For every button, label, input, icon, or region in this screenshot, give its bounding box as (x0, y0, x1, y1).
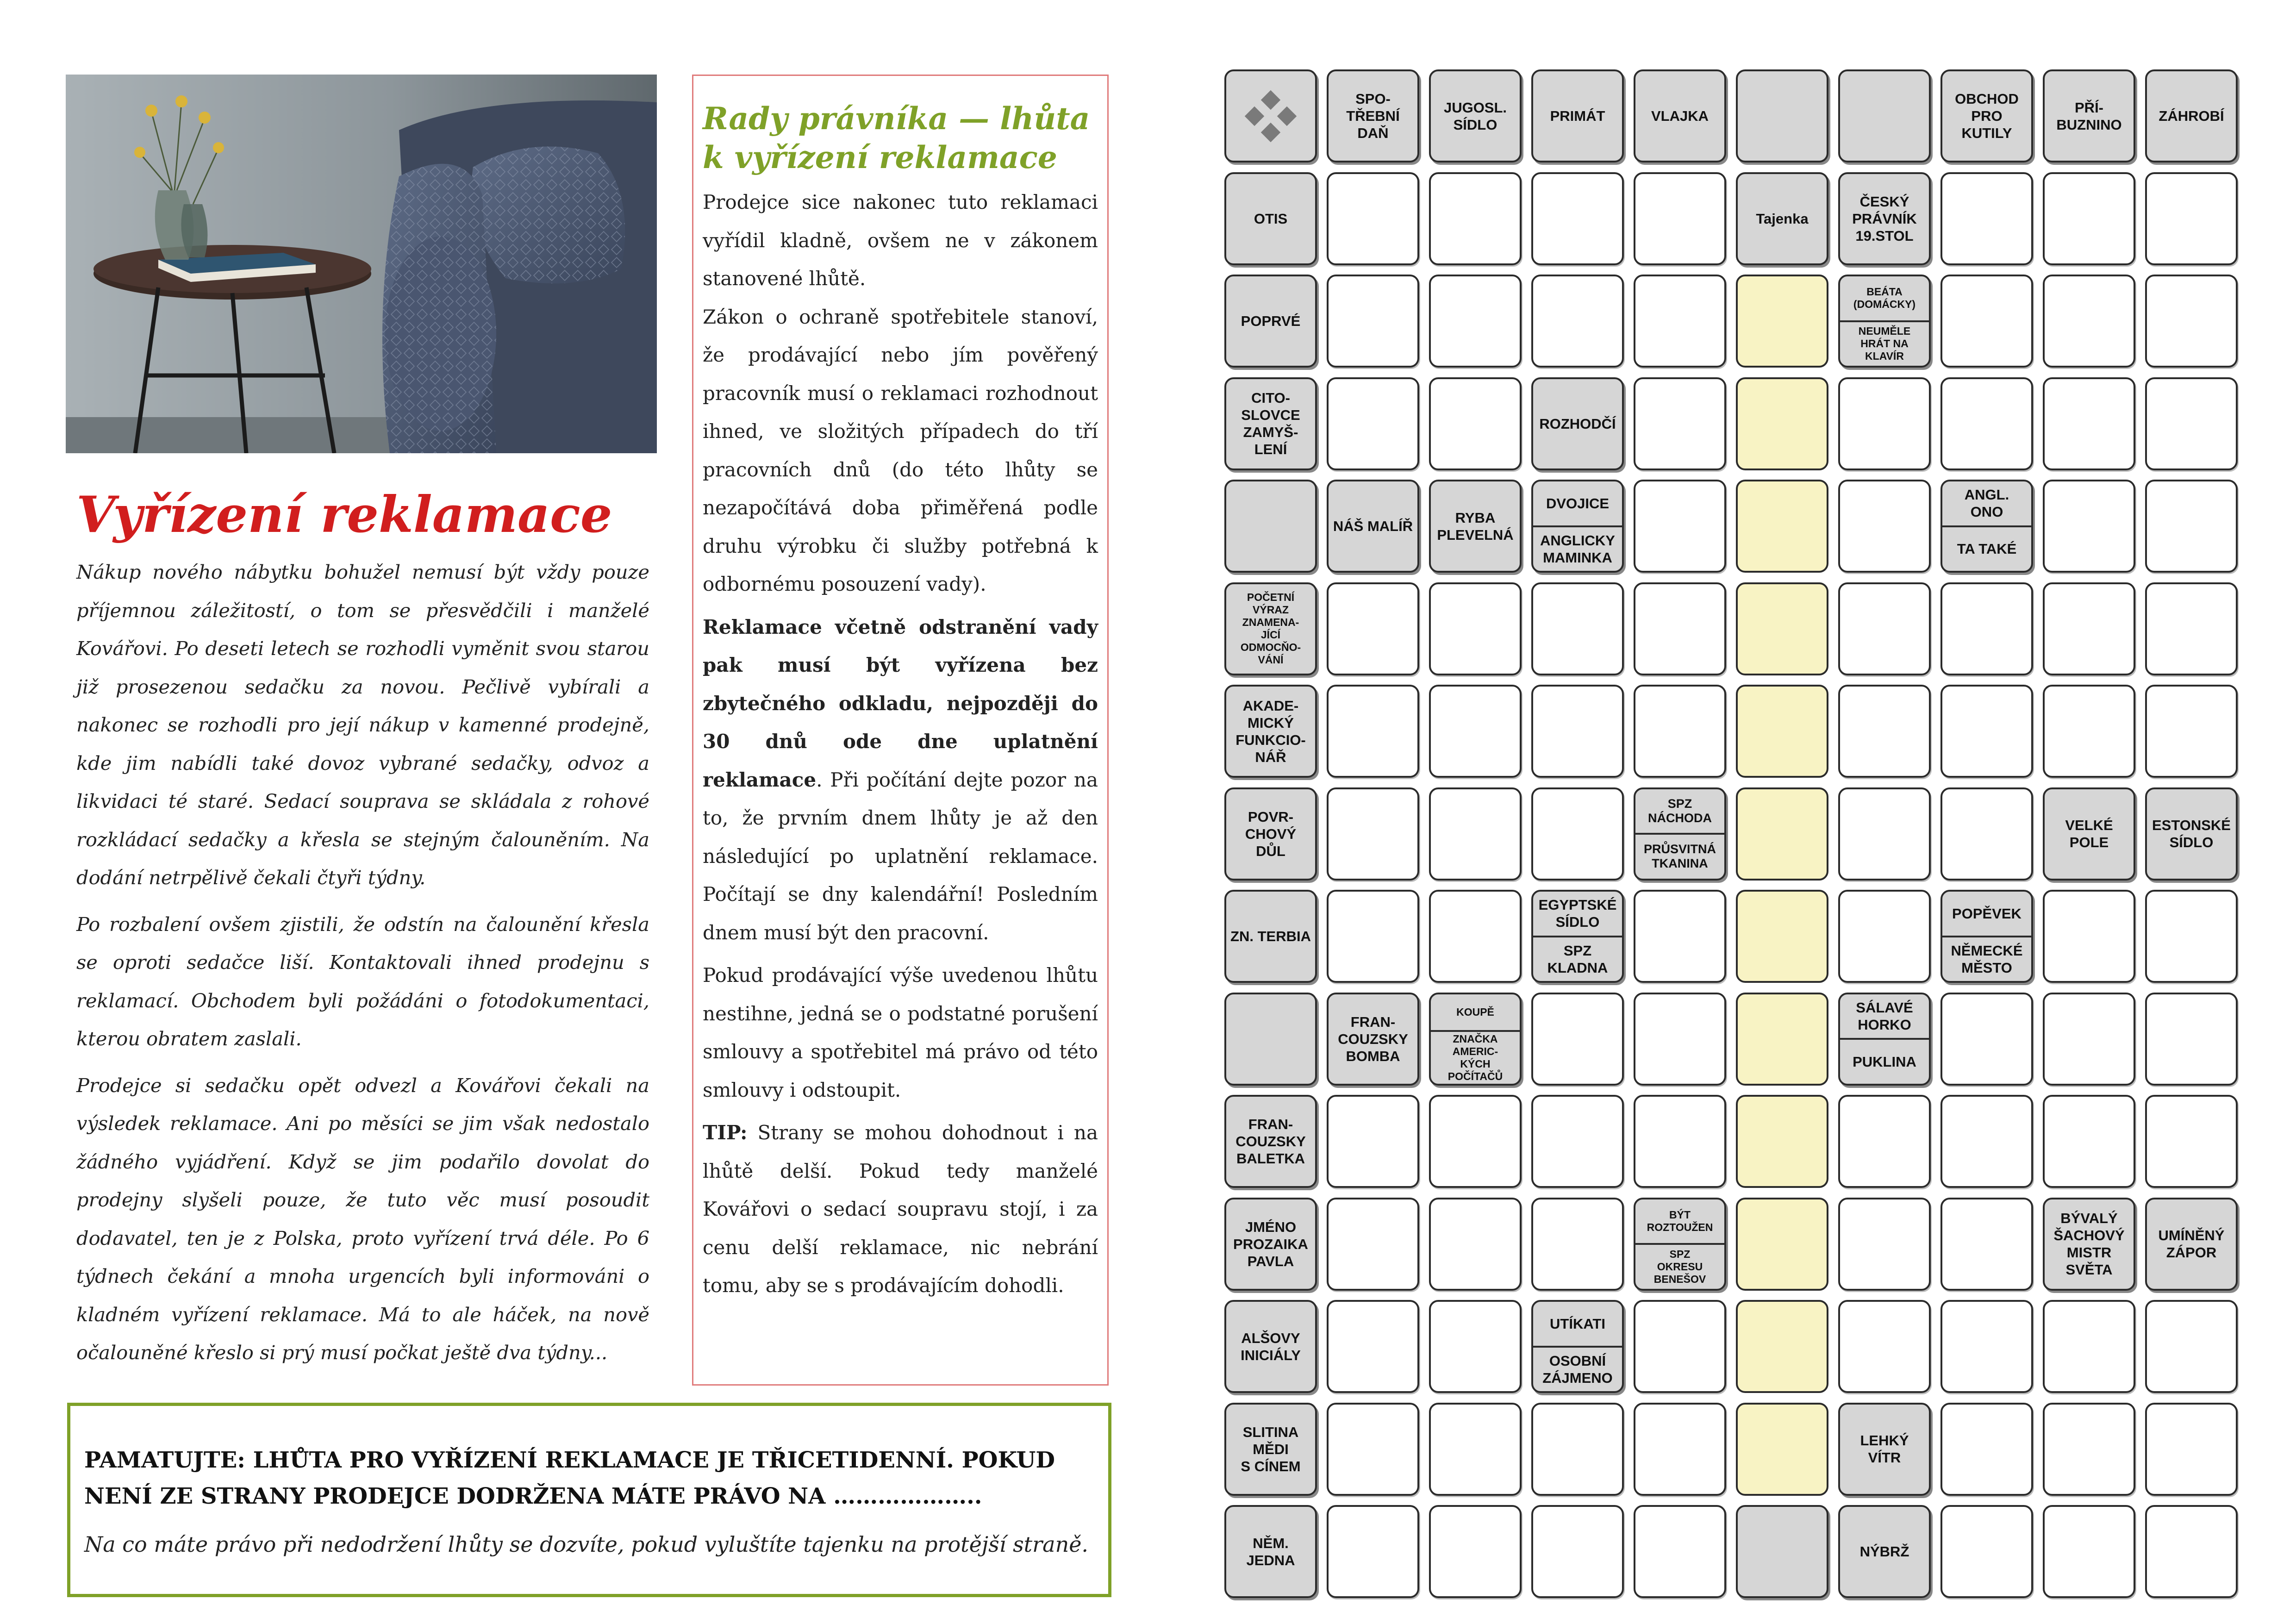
lawyer-paragraph (703, 608, 1098, 952)
clue-text-bottom: SPZ KLADNA (1547, 942, 1608, 976)
crossword-clue-cell (1531, 377, 1624, 470)
crossword-answer-cell[interactable] (1940, 1095, 2033, 1188)
crossword-clue-cell (1531, 69, 1624, 162)
clue-text: CITO- SLOVCE ZAMYŠ- LENÍ (1241, 390, 1300, 457)
crossword-secret-cell[interactable] (1736, 1198, 1828, 1291)
tip-text: Strany se mohou dohodnout i na lhůtě delší. Pokud tedy manželé Kovářovi o sedací soupravu stojí, i za cenu delší reklamace, nic nebrání tomu, aby se s prodávajícím dohodli. (703, 1121, 1098, 1297)
clue-text-top: DVOJICE (1533, 481, 1622, 527)
crossword-answer-cell[interactable] (1531, 275, 1624, 368)
clue-text: RYBA PLEVELNÁ (1437, 509, 1514, 543)
crossword-answer-cell[interactable] (1429, 787, 1522, 881)
crossword-clue-cell (1224, 1403, 1317, 1496)
article-paragraph: Po rozbalení ovšem zjistili, že odstín na čalounění křesla se oproti sedačce liší. Kontaktovali ihned prodejnu s reklamací. Obchodem byli požádáni o fotodokumentaci, kterou obratem zaslali. (76, 912, 649, 1050)
clue-text: OBCHOD PRO KUTILY (1955, 91, 2019, 141)
crossword-clue-cell (2145, 69, 2238, 162)
crossword-answer-cell[interactable] (2145, 480, 2238, 573)
crossword-secret-cell[interactable] (1736, 480, 1828, 573)
crossword-answer-cell[interactable] (1634, 480, 1726, 573)
crossword-answer-cell[interactable] (1838, 787, 1931, 881)
clue-text-bottom: TA TAKÉ (1957, 541, 2017, 557)
crossword-clue-cell (2043, 787, 2135, 881)
crossword-split-clue-cell (1531, 1300, 1624, 1393)
crossword-answer-cell[interactable] (1327, 172, 1419, 265)
crossword-split-clue-cell (1429, 993, 1522, 1086)
article-body (76, 553, 649, 1380)
clue-text-bottom: ZNAČKA AMERIC- KÝCH POČÍTAČŮ (1447, 1032, 1503, 1082)
crossword-answer-cell[interactable] (2145, 1403, 2238, 1496)
crossword-blank-clue-cell (1736, 1505, 1828, 1598)
crossword-clue-cell (2043, 1198, 2135, 1291)
crossword-answer-cell[interactable] (1838, 685, 1931, 778)
crossword-answer-cell[interactable] (1429, 685, 1522, 778)
clue-text: UMÍNĚNÝ ZÁPOR (2158, 1227, 2225, 1261)
crossword-answer-cell[interactable] (2043, 1300, 2135, 1393)
crossword-answer-cell[interactable] (2043, 890, 2135, 983)
lawyer-advice-body (703, 183, 1098, 1305)
crossword-answer-cell[interactable] (2145, 1505, 2238, 1598)
crossword-split-clue-cell (1940, 480, 2033, 573)
crossword-answer-cell[interactable] (1634, 1403, 1726, 1496)
crossword-answer-cell[interactable] (1531, 685, 1624, 778)
crossword-blank-clue-cell (1224, 993, 1317, 1086)
clue-text-top: EGYPTSKÉ SÍDLO (1533, 892, 1622, 937)
lawyer-text-deadline: Reklamace včetně odstranění vady pak musí být vyřízena bez zbytečného odkladu, nejpozději do 30 dnů ode dne uplatnění reklamace (703, 615, 1098, 791)
crossword-answer-cell[interactable] (1531, 787, 1624, 881)
clue-text: ALŠOVY INICIÁLY (1241, 1330, 1301, 1363)
crossword-clue-cell (1838, 172, 1931, 265)
crossword-answer-cell[interactable] (2145, 1300, 2238, 1393)
crossword-answer-cell[interactable] (1940, 1403, 2033, 1496)
crossword-split-clue-cell (1838, 275, 1931, 368)
clue-text: JMÉNO PROZAIKA PAVLA (1233, 1218, 1308, 1269)
crossword-secret-cell[interactable] (1736, 582, 1828, 675)
crossword-answer-cell[interactable] (2043, 1403, 2135, 1496)
crossword-answer-cell[interactable] (1940, 685, 2033, 778)
tip-label: TIP: (703, 1121, 748, 1144)
crossword-clue-cell (1838, 1403, 1931, 1496)
crossword-answer-cell[interactable] (1327, 1198, 1419, 1291)
crossword-answer-cell[interactable] (1327, 685, 1419, 778)
crossword-clue-cell (1327, 993, 1419, 1086)
crossword-answer-cell[interactable] (2043, 1505, 2135, 1598)
crossword-answer-cell[interactable] (2043, 1095, 2135, 1188)
crossword-answer-cell[interactable] (1940, 172, 2033, 265)
crossword-answer-cell[interactable] (1429, 275, 1522, 368)
crossword-answer-cell[interactable] (1531, 1403, 1624, 1496)
crossword-secret-cell[interactable] (1736, 1300, 1828, 1393)
lawyer-advice-box (692, 75, 1109, 1386)
crossword-answer-cell[interactable] (1327, 1403, 1419, 1496)
crossword-secret-cell[interactable] (1736, 993, 1828, 1086)
article-paragraph: Nákup nového nábytku bohužel nemusí být vždy pouze příjemnou záležitostí, o tom se přesvědčili i manželé Kovářovi. Po deseti letech se rozhodli vyměnit svou starou již prosezenou sedačku za novou. Pečlivě vybírali a nakonec se rozhodli pro její nákup v kamenné prodejně, kde jim nabídli také dovoz vybrané sedačky, odvoz a likvidaci té staré. Sedací souprava se skládala z rohové rozkládací sedačky a křesla se stejným čalouněním. Na dodání netrpělivě čekali čtyři týdny. (76, 561, 649, 889)
crossword-clue-cell (1224, 1198, 1317, 1291)
clue-text: PRIMÁT (1550, 108, 1605, 124)
sofa-photo-illustration (66, 75, 657, 453)
remember-box (67, 1403, 1111, 1597)
crossword-clue-cell (1429, 480, 1522, 573)
clue-text: ZÁHROBÍ (2159, 108, 2224, 124)
clue-text-bottom: SPZ OKRESU BENEŠOV (1653, 1248, 1706, 1285)
clue-text: NĚM. JEDNA (1246, 1535, 1295, 1568)
crossword-clue-cell (1224, 685, 1317, 778)
crossword-answer-cell[interactable] (2145, 685, 2238, 778)
crossword-answer-cell[interactable] (2043, 685, 2135, 778)
crossword-secret-cell[interactable] (1736, 685, 1828, 778)
lawyer-paragraph (703, 183, 1098, 604)
clue-text: JUGOSL. SÍDLO (1443, 99, 1507, 133)
crossword-secret-cell[interactable] (1736, 1095, 1828, 1188)
crossword-answer-cell[interactable] (1940, 787, 2033, 881)
clue-text: POČETNÍ VÝRAZ ZNAMENA- JÍCÍ ODMOCŇO- VÁNÍ (1240, 591, 1301, 666)
crossword-answer-cell[interactable] (1327, 1505, 1419, 1598)
crossword-clue-cell (1327, 69, 1419, 162)
crossword-clue-cell (1327, 480, 1419, 573)
crossword-answer-cell[interactable] (1634, 172, 1726, 265)
clue-text: Tajenka (1756, 210, 1809, 227)
crossword-answer-cell[interactable] (1327, 787, 1419, 881)
clue-text: POPRVÉ (1241, 313, 1301, 329)
crossword-clue-cell (1429, 69, 1522, 162)
crossword-answer-cell[interactable] (1838, 1198, 1931, 1291)
crossword-answer-cell[interactable] (2145, 993, 2238, 1086)
clue-text: BÝVALÝ ŠACHOVÝ MISTR SVĚTA (2053, 1210, 2125, 1278)
clue-text-bottom: PUKLINA (1853, 1053, 1916, 1070)
crossword-clue-cell (1224, 1300, 1317, 1393)
crossword-grid (1224, 69, 2243, 1605)
crossword-answer-cell[interactable] (1838, 890, 1931, 983)
crossword-answer-cell[interactable] (1429, 377, 1522, 470)
crossword-answer-cell[interactable] (1429, 582, 1522, 675)
diamond-logo-icon (1243, 88, 1298, 144)
crossword-answer-cell[interactable] (2145, 1095, 2238, 1188)
clue-text: ZN. TERBIA (1230, 928, 1311, 944)
clue-text: VELKÉ POLE (2065, 817, 2113, 850)
crossword-answer-cell[interactable] (2145, 582, 2238, 675)
crossword-answer-cell[interactable] (1940, 1300, 2033, 1393)
crossword-clue-cell (1736, 172, 1828, 265)
clue-text: OTIS (1254, 210, 1288, 227)
crossword-answer-cell[interactable] (2043, 480, 2135, 573)
crossword-answer-cell[interactable] (1327, 1300, 1419, 1393)
sofa-photo (66, 75, 657, 453)
clue-text-bottom: OSOBNÍ ZÁJMENO (1542, 1352, 1613, 1386)
crossword-split-clue-cell (1838, 993, 1931, 1086)
crossword-answer-cell[interactable] (1327, 582, 1419, 675)
clue-text-top: BÝT ROZTOUŽEN (1635, 1199, 1724, 1245)
clue-text-top: SÁLAVÉ HORKO (1840, 994, 1929, 1040)
lawyer-paragraph: Pokud prodávající výše uvedenou lhůtu nestihne, jedná se o podstatné porušení smlouvy a spotřebitel má právo od této smlouvy i odstoupit. (703, 964, 1098, 1101)
crossword-answer-cell[interactable] (2145, 890, 2238, 983)
article-title: Vyřízení reklamace (76, 486, 612, 544)
clue-text: VLAJKA (1651, 108, 1709, 124)
clue-text: ROZHODČÍ (1539, 415, 1616, 432)
crossword-answer-cell[interactable] (1429, 172, 1522, 265)
crossword-answer-cell[interactable] (1838, 1095, 1931, 1188)
crossword-answer-cell[interactable] (1429, 1198, 1522, 1291)
crossword-clue-cell (1224, 890, 1317, 983)
crossword-answer-cell[interactable] (1531, 1095, 1624, 1188)
clue-text: ČESKÝ PRÁVNÍK 19.STOL (1852, 193, 1917, 244)
clue-text: POVR- CHOVÝ DŮL (1245, 808, 1297, 859)
crossword-answer-cell[interactable] (1531, 582, 1624, 675)
clue-text: LEHKÝ VÍTR (1860, 1432, 1909, 1466)
crossword-clue-cell (1224, 787, 1317, 881)
crossword-clue-cell (2145, 787, 2238, 881)
crossword-split-clue-cell (1634, 787, 1726, 881)
crossword-answer-cell[interactable] (1940, 1505, 2033, 1598)
crossword-secret-cell[interactable] (1736, 377, 1828, 470)
clue-text: AKADE- MICKÝ FUNKCIO- NÁŘ (1235, 697, 1306, 765)
crossword-answer-cell[interactable] (1634, 377, 1726, 470)
clue-text: FRAN- COUZSKY BOMBA (1338, 1013, 1408, 1064)
crossword-answer-cell[interactable] (1429, 1300, 1522, 1393)
crossword-answer-cell[interactable] (1838, 1300, 1931, 1393)
crossword-answer-cell[interactable] (1940, 993, 2033, 1086)
crossword-answer-cell[interactable] (1634, 890, 1726, 983)
crossword-answer-cell[interactable] (1634, 1505, 1726, 1598)
crossword-answer-cell[interactable] (1429, 1505, 1522, 1598)
clue-text-top: SPZ NÁCHODA (1635, 789, 1724, 835)
crossword-split-clue-cell (1531, 480, 1624, 573)
crossword-answer-cell[interactable] (2043, 172, 2135, 265)
clue-text: SLITINA MĚDI S CÍNEM (1241, 1424, 1301, 1474)
crossword-clue-cell (1940, 69, 2033, 162)
crossword-logo-cell (1224, 69, 1317, 162)
lawyer-tip (703, 1114, 1098, 1305)
crossword-clue-cell (2145, 1198, 2238, 1291)
crossword-answer-cell[interactable] (1634, 582, 1726, 675)
crossword-answer-cell[interactable] (2043, 993, 2135, 1086)
clue-text: NÝBRŽ (1859, 1543, 1909, 1560)
crossword-clue-cell (1838, 1505, 1931, 1598)
clue-text-bottom: NĚMECKÉ MĚSTO (1951, 942, 2023, 976)
crossword-answer-cell[interactable] (1531, 1505, 1624, 1598)
crossword-answer-cell[interactable] (1634, 685, 1726, 778)
clue-text-bottom: ANGLICKY MAMINKA (1540, 532, 1615, 566)
crossword-clue-cell (1224, 1095, 1317, 1188)
crossword-answer-cell[interactable] (1531, 1198, 1624, 1291)
crossword-blank-clue-cell (1838, 69, 1931, 162)
remember-hint: Na co máte právo při nedodržení lhůty se dozvíte, pokud vyluštíte tajenku na protější straně. (84, 1532, 1089, 1557)
crossword-answer-cell[interactable] (1940, 582, 2033, 675)
crossword-clue-cell (1224, 1505, 1317, 1598)
crossword-answer-cell[interactable] (1838, 480, 1931, 573)
crossword-answer-cell[interactable] (1940, 275, 2033, 368)
crossword-answer-cell[interactable] (1429, 890, 1522, 983)
lawyer-text-p2: Zákon o ochraně spotřebitele stanoví, že prodávající nebo jím pověřený pracovník musí o reklamaci rozhodnout ihned, ve složitých případech do tří pracovních dnů (do této lhůty se nezapočítává doba přiměřená podle druhu výrobku či služby potřebná k odbornému posouzení vady). (703, 305, 1098, 595)
clue-text-top: BEÁTA (DOMÁCKY) (1840, 276, 1929, 322)
lawyer-text-p3: . Při počítání dejte pozor na to, že prvním dnem lhůty je až den následující po uplatnění reklamace. Počítají se dny kalendářní! Posledním dnem musí být den pracovní. (703, 768, 1098, 944)
crossword-clue-cell (1224, 377, 1317, 470)
clue-text: FRAN- COUZSKY BALETKA (1235, 1116, 1306, 1167)
crossword-answer-cell[interactable] (1838, 582, 1931, 675)
crossword-answer-cell[interactable] (1327, 890, 1419, 983)
crossword-answer-cell[interactable] (1634, 1095, 1726, 1188)
crossword-answer-cell[interactable] (1327, 1095, 1419, 1188)
crossword-answer-cell[interactable] (1940, 377, 2033, 470)
crossword-split-clue-cell (1531, 890, 1624, 983)
crossword-answer-cell[interactable] (2043, 377, 2135, 470)
crossword-answer-cell[interactable] (1327, 275, 1419, 368)
crossword-split-clue-cell (1940, 890, 2033, 983)
crossword-blank-clue-cell (1736, 69, 1828, 162)
crossword-secret-cell[interactable] (1736, 275, 1828, 368)
crossword-clue-cell (2043, 69, 2135, 162)
crossword-answer-cell[interactable] (2043, 582, 2135, 675)
crossword-answer-cell[interactable] (1634, 993, 1726, 1086)
crossword-secret-cell[interactable] (1736, 787, 1828, 881)
crossword-clue-cell (1224, 275, 1317, 368)
crossword-answer-cell[interactable] (1838, 377, 1931, 470)
article-paragraph: Prodejce si sedačku opět odvezl a Kovářovi čekali na výsledek reklamace. Ani po měsíci se jim však nedostalo žádného vyjádření. Když se jim podařilo dovolat do prodejny slyšeli pouze, že tuto věc musí posoudit dodavatel, ten je z Polska, proto vyřízení trvá déle. Po 6 týdnech čekání a mnoha urgencích byli informováni o kladném vyřízení reklamace. Má to ale háček, na nově očalouněné křeslo si prý musí počkat ještě dva týdny... (76, 1074, 649, 1364)
crossword-answer-cell[interactable] (1940, 1198, 2033, 1291)
clue-text-top: UTÍKATI (1533, 1302, 1622, 1348)
crossword-clue-cell (1224, 172, 1317, 265)
clue-text: NÁŠ MALÍŘ (1333, 518, 1413, 534)
crossword-answer-cell[interactable] (1531, 993, 1624, 1086)
crossword-answer-cell[interactable] (2145, 377, 2238, 470)
crossword-answer-cell[interactable] (2043, 275, 2135, 368)
clue-text: PŘÍ- BUZNINO (2056, 99, 2122, 133)
clue-text-bottom: NEUMĚLE HRÁT NA KLAVÍR (1858, 325, 1911, 362)
crossword-answer-cell[interactable] (1429, 1095, 1522, 1188)
remember-statement: PAMATUJTE: LHŮTA PRO VYŘÍZENÍ REKLAMACE JE TŘICETIDENNÍ. POKUD NENÍ ZE STRANY PRODEJCE DODRŽENA MÁTE PRÁVO NA ……………….. (84, 1447, 1055, 1509)
clue-text-top: ANGL. ONO (1942, 481, 2031, 527)
clue-text: ESTONSKÉ SÍDLO (2152, 817, 2231, 850)
crossword-blank-clue-cell (1224, 480, 1317, 573)
clue-text: SPO- TŘEBNÍ DAŇ (1346, 91, 1400, 141)
crossword-split-clue-cell (1634, 1198, 1726, 1291)
crossword-answer-cell[interactable] (2145, 172, 2238, 265)
crossword-clue-cell (1634, 69, 1726, 162)
clue-text-top: KOUPĚ (1431, 994, 1520, 1032)
lawyer-text-p1: Prodejce sice nakonec tuto reklamaci vyřídil kladně, ovšem ne v zákonem stanovené lhůtě. (703, 191, 1098, 290)
crossword-answer-cell[interactable] (1429, 1403, 1522, 1496)
crossword-clue-cell (1224, 582, 1317, 675)
crossword-answer-cell[interactable] (2145, 275, 2238, 368)
crossword-answer-cell[interactable] (1634, 1300, 1726, 1393)
crossword-secret-cell[interactable] (1736, 1403, 1828, 1496)
clue-text-top: POPĚVEK (1942, 892, 2031, 937)
clue-text-bottom: PRŮSVITNÁ TKANINA (1643, 842, 1716, 871)
crossword-answer-cell[interactable] (1634, 275, 1726, 368)
crossword-answer-cell[interactable] (1531, 172, 1624, 265)
crossword-secret-cell[interactable] (1736, 890, 1828, 983)
lawyer-advice-title: Rady právníka — lhůta k vyřízení reklamace (703, 100, 1090, 175)
crossword-answer-cell[interactable] (1327, 377, 1419, 470)
